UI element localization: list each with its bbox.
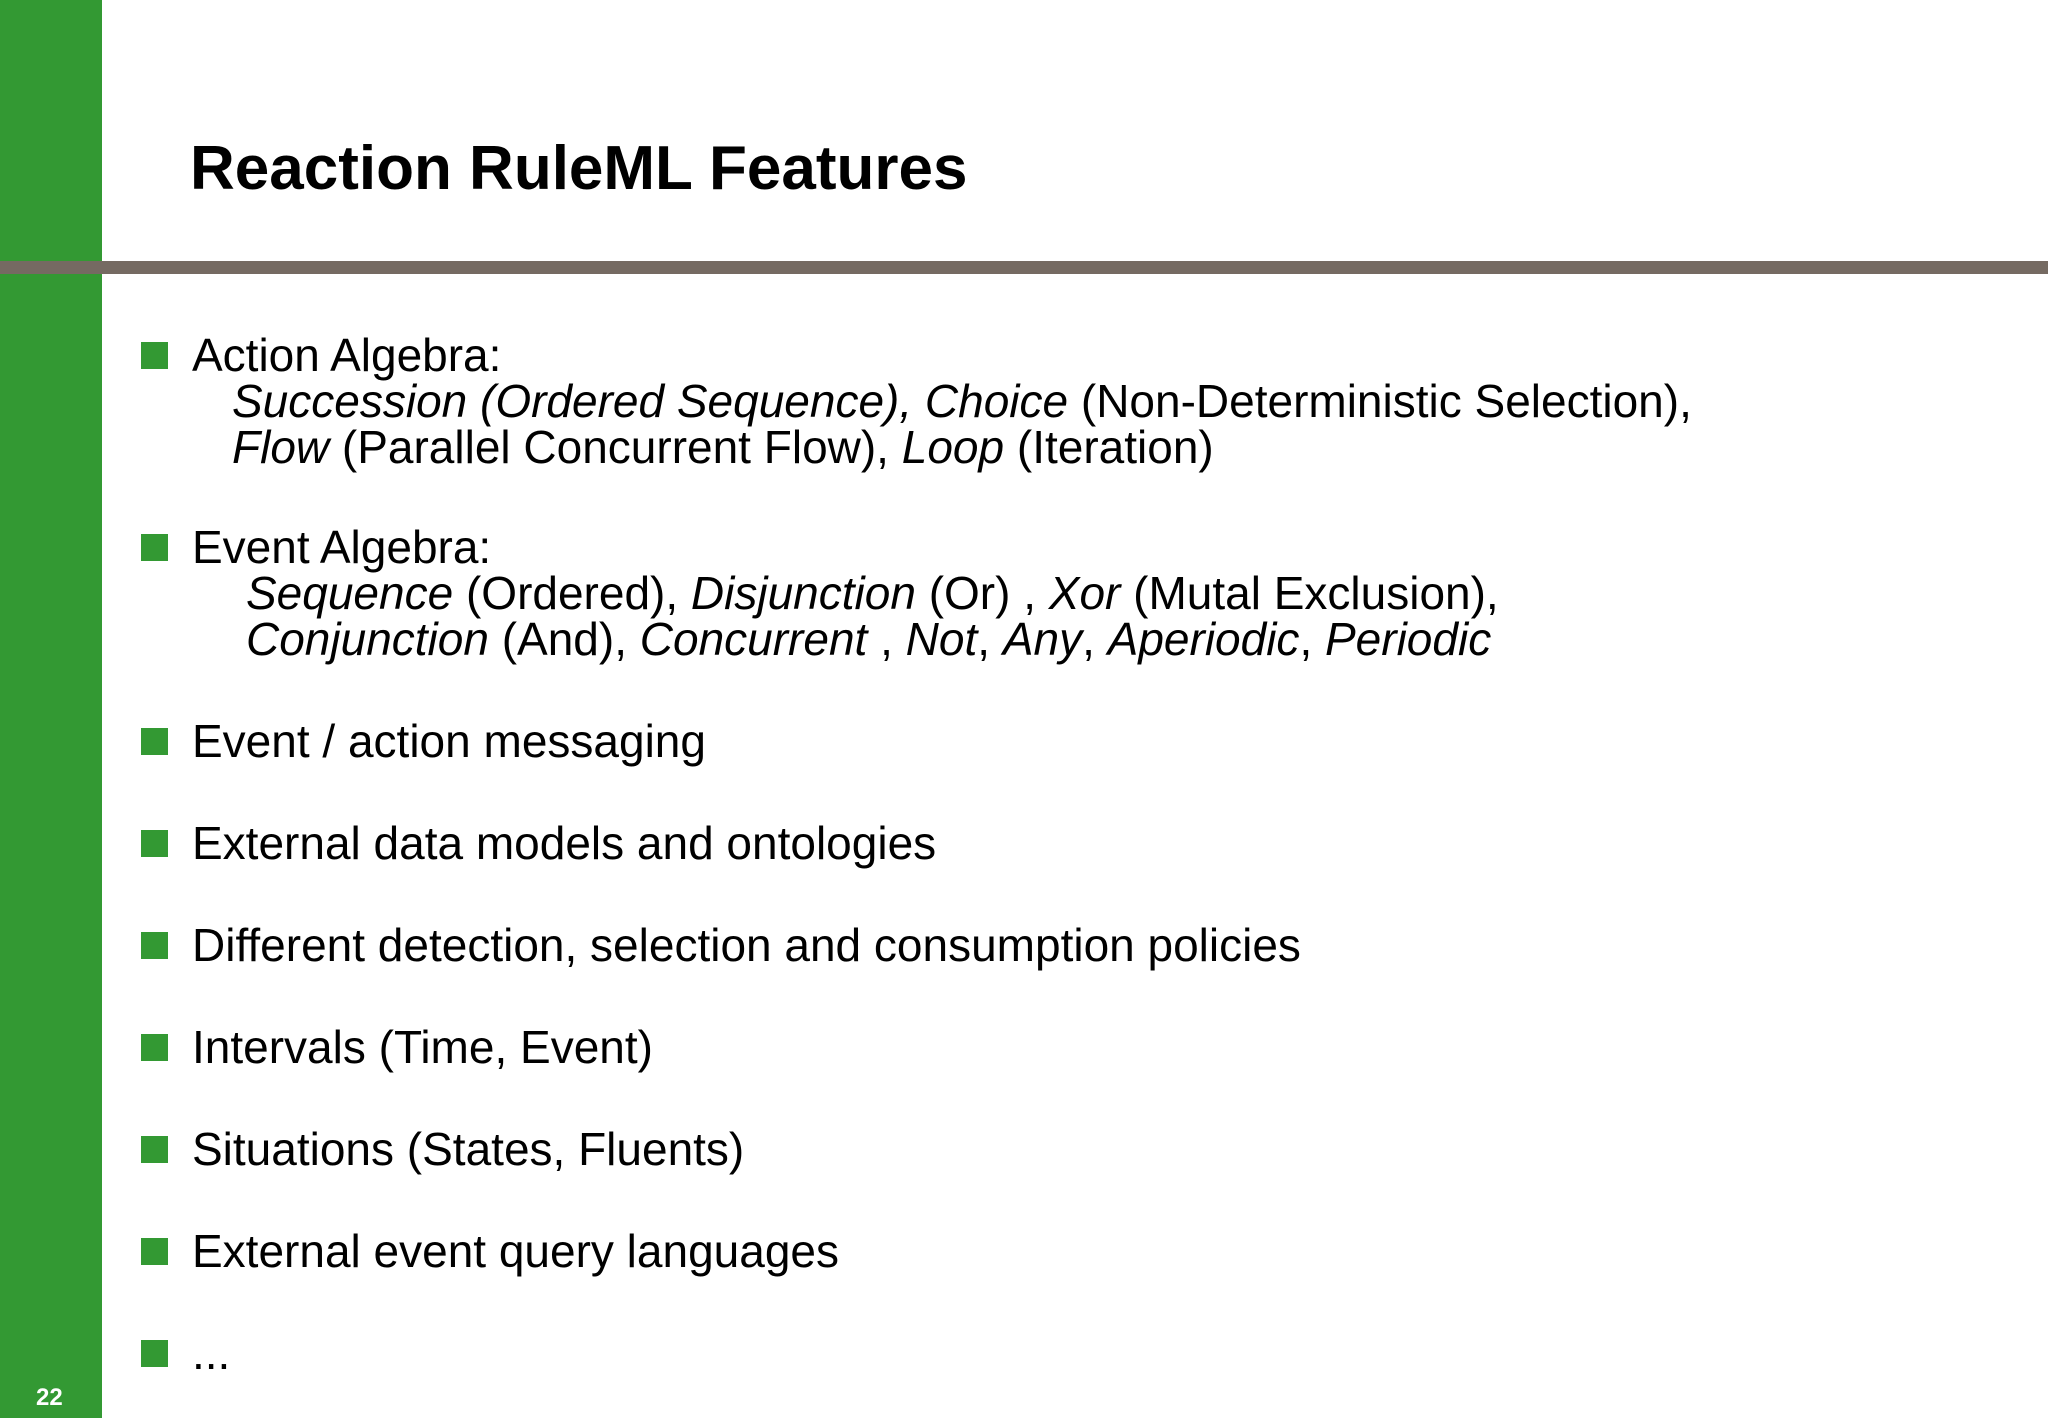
- bullet-sub-line: [232, 375, 1692, 427]
- text-run: ,: [1082, 613, 1108, 665]
- italic-term: Sequence: [246, 567, 454, 619]
- text-run: ,: [867, 613, 906, 665]
- bullet-square-icon: [141, 932, 168, 959]
- bullet-sub-line: [246, 567, 1499, 619]
- italic-term: Concurrent: [639, 613, 868, 665]
- bullet-sub-line: [232, 421, 1214, 473]
- bullet-text: Event / action messaging: [192, 715, 706, 767]
- bullet-square-icon: [141, 342, 168, 369]
- bullet-square-icon: [141, 1340, 168, 1367]
- bullet-text: Intervals (Time, Event): [192, 1021, 653, 1073]
- italic-term: Succession (Ordered Sequence), Choice: [232, 375, 1069, 427]
- page-number: 22: [36, 1384, 63, 1411]
- bullet-square-icon: [141, 728, 168, 755]
- bullet-text: Different detection, selection and consumption policies: [192, 919, 1301, 971]
- bullet-text: Event Algebra:: [192, 521, 492, 573]
- text-run: (Non-Deterministic Selection),: [1068, 375, 1692, 427]
- bullet-square-icon: [141, 534, 168, 561]
- bullet-text: Situations (States, Fluents): [192, 1123, 745, 1175]
- bullet-text: External event query languages: [192, 1225, 839, 1277]
- italic-term: Flow: [232, 421, 330, 473]
- bullet-square-icon: [141, 1034, 168, 1061]
- bullet-text: Action Algebra:: [192, 329, 502, 381]
- italic-term: Loop: [901, 421, 1005, 473]
- italic-term: Not: [905, 613, 978, 665]
- bullet-square-icon: [141, 1136, 168, 1163]
- italic-term: Periodic: [1325, 613, 1492, 665]
- slide-title: Reaction RuleML Features: [190, 134, 968, 203]
- text-run: (Iteration): [1004, 421, 1214, 473]
- bullet-text: External data models and ontologies: [192, 817, 937, 869]
- bullet-square-icon: [141, 830, 168, 857]
- italic-term: Disjunction: [690, 567, 916, 619]
- bullet-sub-line: [246, 613, 1492, 665]
- bullet-text: ...: [192, 1327, 231, 1379]
- text-run: (Ordered),: [453, 567, 691, 619]
- italic-term: Any: [1002, 613, 1083, 665]
- text-run: (Mutal Exclusion),: [1120, 567, 1499, 619]
- text-run: ,: [977, 613, 1003, 665]
- italic-term: Aperiodic: [1107, 613, 1300, 665]
- italic-term: Conjunction: [246, 613, 489, 665]
- bullet-square-icon: [141, 1238, 168, 1265]
- text-run: (And),: [488, 613, 640, 665]
- text-run: ,: [1299, 613, 1325, 665]
- text-run: (Parallel Concurrent Flow),: [329, 421, 902, 473]
- italic-term: Xor: [1048, 567, 1121, 619]
- text-run: (Or) ,: [915, 567, 1049, 619]
